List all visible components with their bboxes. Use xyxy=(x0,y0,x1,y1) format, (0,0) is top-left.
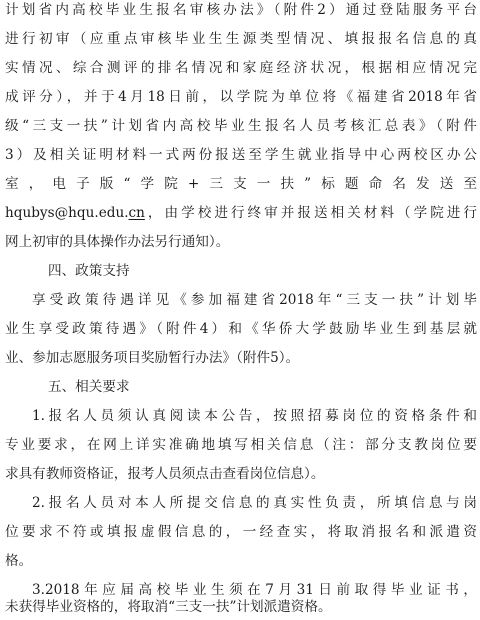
requirement-1-line-1: 1.报名人员须认真阅读本公告，按照招募岗位的资格条件和 xyxy=(32,408,477,424)
paragraph-line-8-rest: ，由学校进行终审并报送相关材料（学院进行 xyxy=(144,205,477,221)
paragraph-line-1: 计划省内高校毕业生报名审核办法》（附件2）通过登陆服务平台 xyxy=(5,2,477,18)
requirement-2-line-2: 位要求不符或填报虚假信息的，一经查实，将取消报名和派遣资 xyxy=(5,524,477,540)
email-text: hqubys@hqu.edu. xyxy=(5,205,129,221)
policy-paragraph-line-1: 享受政策待遇详见《参加福建省2018年“三支一扶”计划毕 xyxy=(32,292,477,308)
paragraph-line-7: 室，电子版“学院+三支一扶”标题命名发送至 xyxy=(5,176,477,192)
requirement-3-line-1: 3.2018年应届高校毕业生须在7月31日前取得毕业证书， xyxy=(32,582,477,598)
requirement-1-line-3: 求具有教师资格证，报考人员须点击查看岗位信息）。 xyxy=(5,466,325,482)
policy-paragraph-line-2: 业生享受政策待遇》（附件4）和《华侨大学鼓励毕业生到基层就 xyxy=(5,321,477,337)
paragraph-line-9: 网上初审的具体操作办法另行通知）。 xyxy=(5,234,230,250)
requirement-2-line-1: 2.报名人员对本人所提交信息的真实性负责，所填信息与岗 xyxy=(32,495,477,511)
section-heading-related-requirements: 五、相关要求 xyxy=(48,379,130,395)
paragraph-line-8 xyxy=(5,200,477,226)
email-link[interactable]: cn xyxy=(128,205,145,221)
paragraph-line-6: 3）及相关证明材料一式两份报送至学生就业指导中心两校区办公 xyxy=(5,147,477,163)
paragraph-line-5: 级“三支一扶”计划省内高校毕业生报名人员考核汇总表》（附件 xyxy=(5,118,477,134)
paragraph-line-4: 成评分），并于4月18日前，以学院为单位将《福建省2018年省 xyxy=(5,89,477,105)
paragraph-line-2: 进行初审（应重点审核毕业生生源类型情况、填报报名信息的真 xyxy=(5,31,477,47)
requirement-2-line-3: 格。 xyxy=(5,553,33,569)
section-heading-policy-support: 四、政策支持 xyxy=(48,263,130,279)
policy-paragraph-line-3: 业、参加志愿服务项目奖励暂行办法》（附件5）。 xyxy=(5,350,300,366)
paragraph-line-3: 实情况、综合测评的排名情况和家庭经济状况，根据相应情况完 xyxy=(5,60,477,76)
requirement-1-line-2: 专业要求，在网上详实准确地填写相关信息（注：部分支教岗位要 xyxy=(5,437,477,453)
requirement-3-line-2: 未获得毕业资格的，将取消“三支一扶”计划派遣资格。 xyxy=(5,599,332,615)
